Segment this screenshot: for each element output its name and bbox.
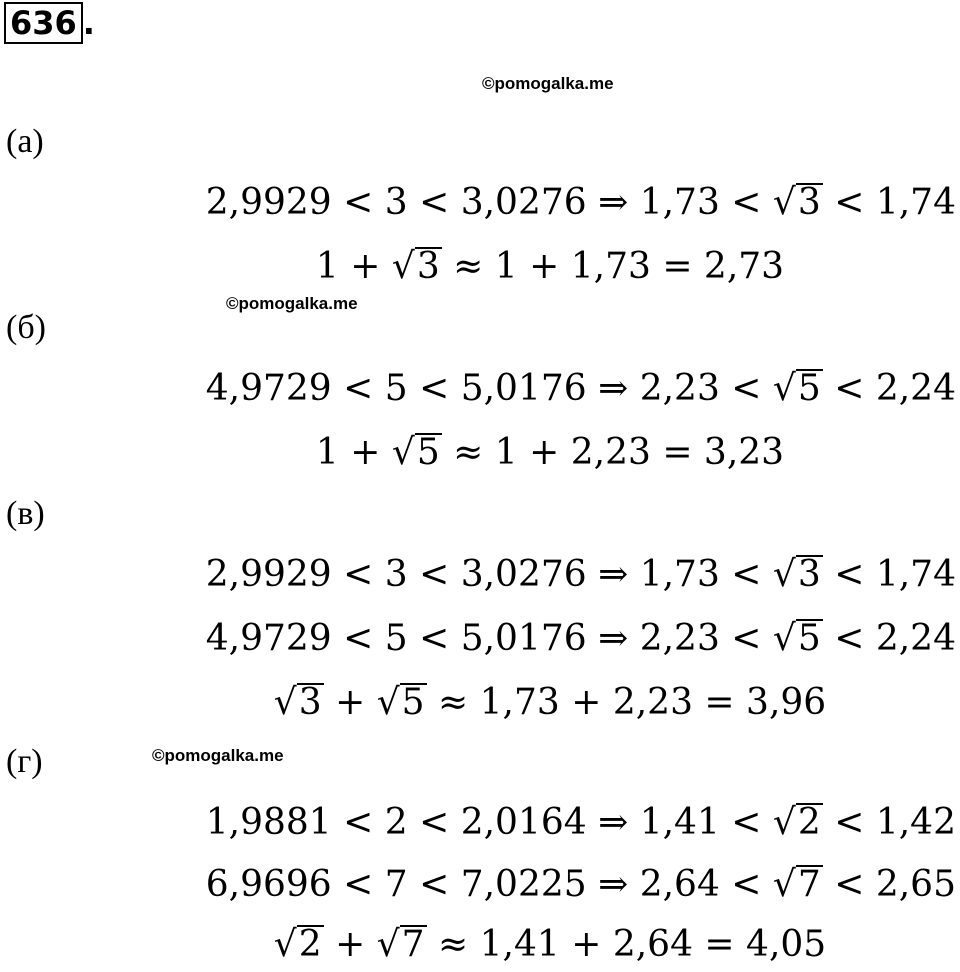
equation-text: 4,9729 < 5 < 5,0176 ⇒ 2,23 <	[205, 618, 773, 659]
square-root	[773, 860, 823, 910]
square-root	[392, 428, 442, 478]
part-label-v: (в)	[6, 495, 45, 532]
equation-text: 2,9929 < 3 < 3,0276 ⇒ 1,73 <	[205, 182, 773, 223]
radical-sign: √	[772, 802, 796, 843]
watermark: ©pomogalka.me	[226, 294, 358, 313]
radicand: 3	[797, 554, 821, 595]
equation-line	[206, 614, 956, 664]
equation-line	[140, 242, 960, 292]
equation-line	[206, 550, 956, 600]
equation-text: < 2,65	[822, 864, 956, 905]
radical-sign: √	[391, 432, 415, 473]
radical-sign: √	[376, 682, 400, 723]
equation-text: < 1,74	[822, 182, 956, 223]
radical-sign: √	[376, 924, 400, 965]
watermark: ©pomogalka.me	[152, 746, 284, 765]
equation-text: < 1,42	[822, 802, 956, 843]
equation-text: < 1,74	[822, 554, 956, 595]
part-label-a: (а)	[6, 123, 44, 160]
radical-sign: √	[772, 618, 796, 659]
equation-text: 6,9696 < 7 < 7,0225 ⇒ 2,64 <	[205, 864, 773, 905]
equation-text: ≈ 1 + 2,23 = 3,23	[441, 432, 785, 473]
radicand: 3	[416, 246, 440, 287]
part-label-b: (б)	[6, 309, 46, 346]
equation-text: < 2,24	[822, 618, 956, 659]
radicand: 2	[797, 802, 821, 843]
equation-text: 4,9729 < 5 < 5,0176 ⇒ 2,23 <	[205, 368, 773, 409]
equation-text: +	[323, 682, 377, 723]
square-root	[274, 920, 324, 970]
radicand: 7	[797, 864, 821, 905]
square-root	[773, 364, 823, 414]
equation-line	[140, 428, 960, 478]
equation-text: 1,9881 < 2 < 2,0164 ⇒ 1,41 <	[205, 802, 773, 843]
equation-text: 1 +	[315, 246, 392, 287]
radicand: 3	[797, 182, 821, 223]
radical-sign: √	[772, 368, 796, 409]
equation-text: 1 +	[315, 432, 392, 473]
equation-line	[140, 920, 960, 970]
square-root	[274, 678, 324, 728]
radicand: 7	[401, 924, 425, 965]
equation-text: ≈ 1,41 + 2,64 = 4,05	[426, 924, 827, 965]
equation-text: +	[323, 924, 377, 965]
square-root	[773, 798, 823, 848]
watermark: ©pomogalka.me	[482, 74, 614, 93]
radical-sign: √	[772, 554, 796, 595]
radicand: 2	[298, 924, 322, 965]
radicand: 5	[797, 618, 821, 659]
equation-text: ≈ 1,73 + 2,23 = 3,96	[426, 682, 827, 723]
square-root	[392, 242, 442, 292]
equation-text: 2,9929 < 3 < 3,0276 ⇒ 1,73 <	[205, 554, 773, 595]
square-root	[773, 178, 823, 228]
square-root	[773, 614, 823, 664]
equation-line	[206, 364, 956, 414]
equation-line	[140, 678, 960, 728]
radical-sign: √	[391, 246, 415, 287]
equation-line	[206, 798, 956, 848]
problem-number-text: 636	[10, 4, 77, 42]
square-root	[377, 678, 427, 728]
problem-number	[4, 2, 95, 44]
problem-number-box	[4, 2, 83, 44]
square-root	[377, 920, 427, 970]
problem-number-dot: .	[82, 4, 95, 42]
equation-line	[206, 178, 956, 228]
radicand: 5	[401, 682, 425, 723]
equation-text: ≈ 1 + 1,73 = 2,73	[441, 246, 785, 287]
radicand: 5	[416, 432, 440, 473]
radicand: 5	[797, 368, 821, 409]
radical-sign: √	[273, 682, 297, 723]
radical-sign: √	[273, 924, 297, 965]
equation-line	[206, 860, 956, 910]
square-root	[773, 550, 823, 600]
part-label-g: (г)	[6, 743, 43, 780]
equation-text: < 2,24	[822, 368, 956, 409]
radicand: 3	[298, 682, 322, 723]
radical-sign: √	[772, 182, 796, 223]
radical-sign: √	[772, 864, 796, 905]
